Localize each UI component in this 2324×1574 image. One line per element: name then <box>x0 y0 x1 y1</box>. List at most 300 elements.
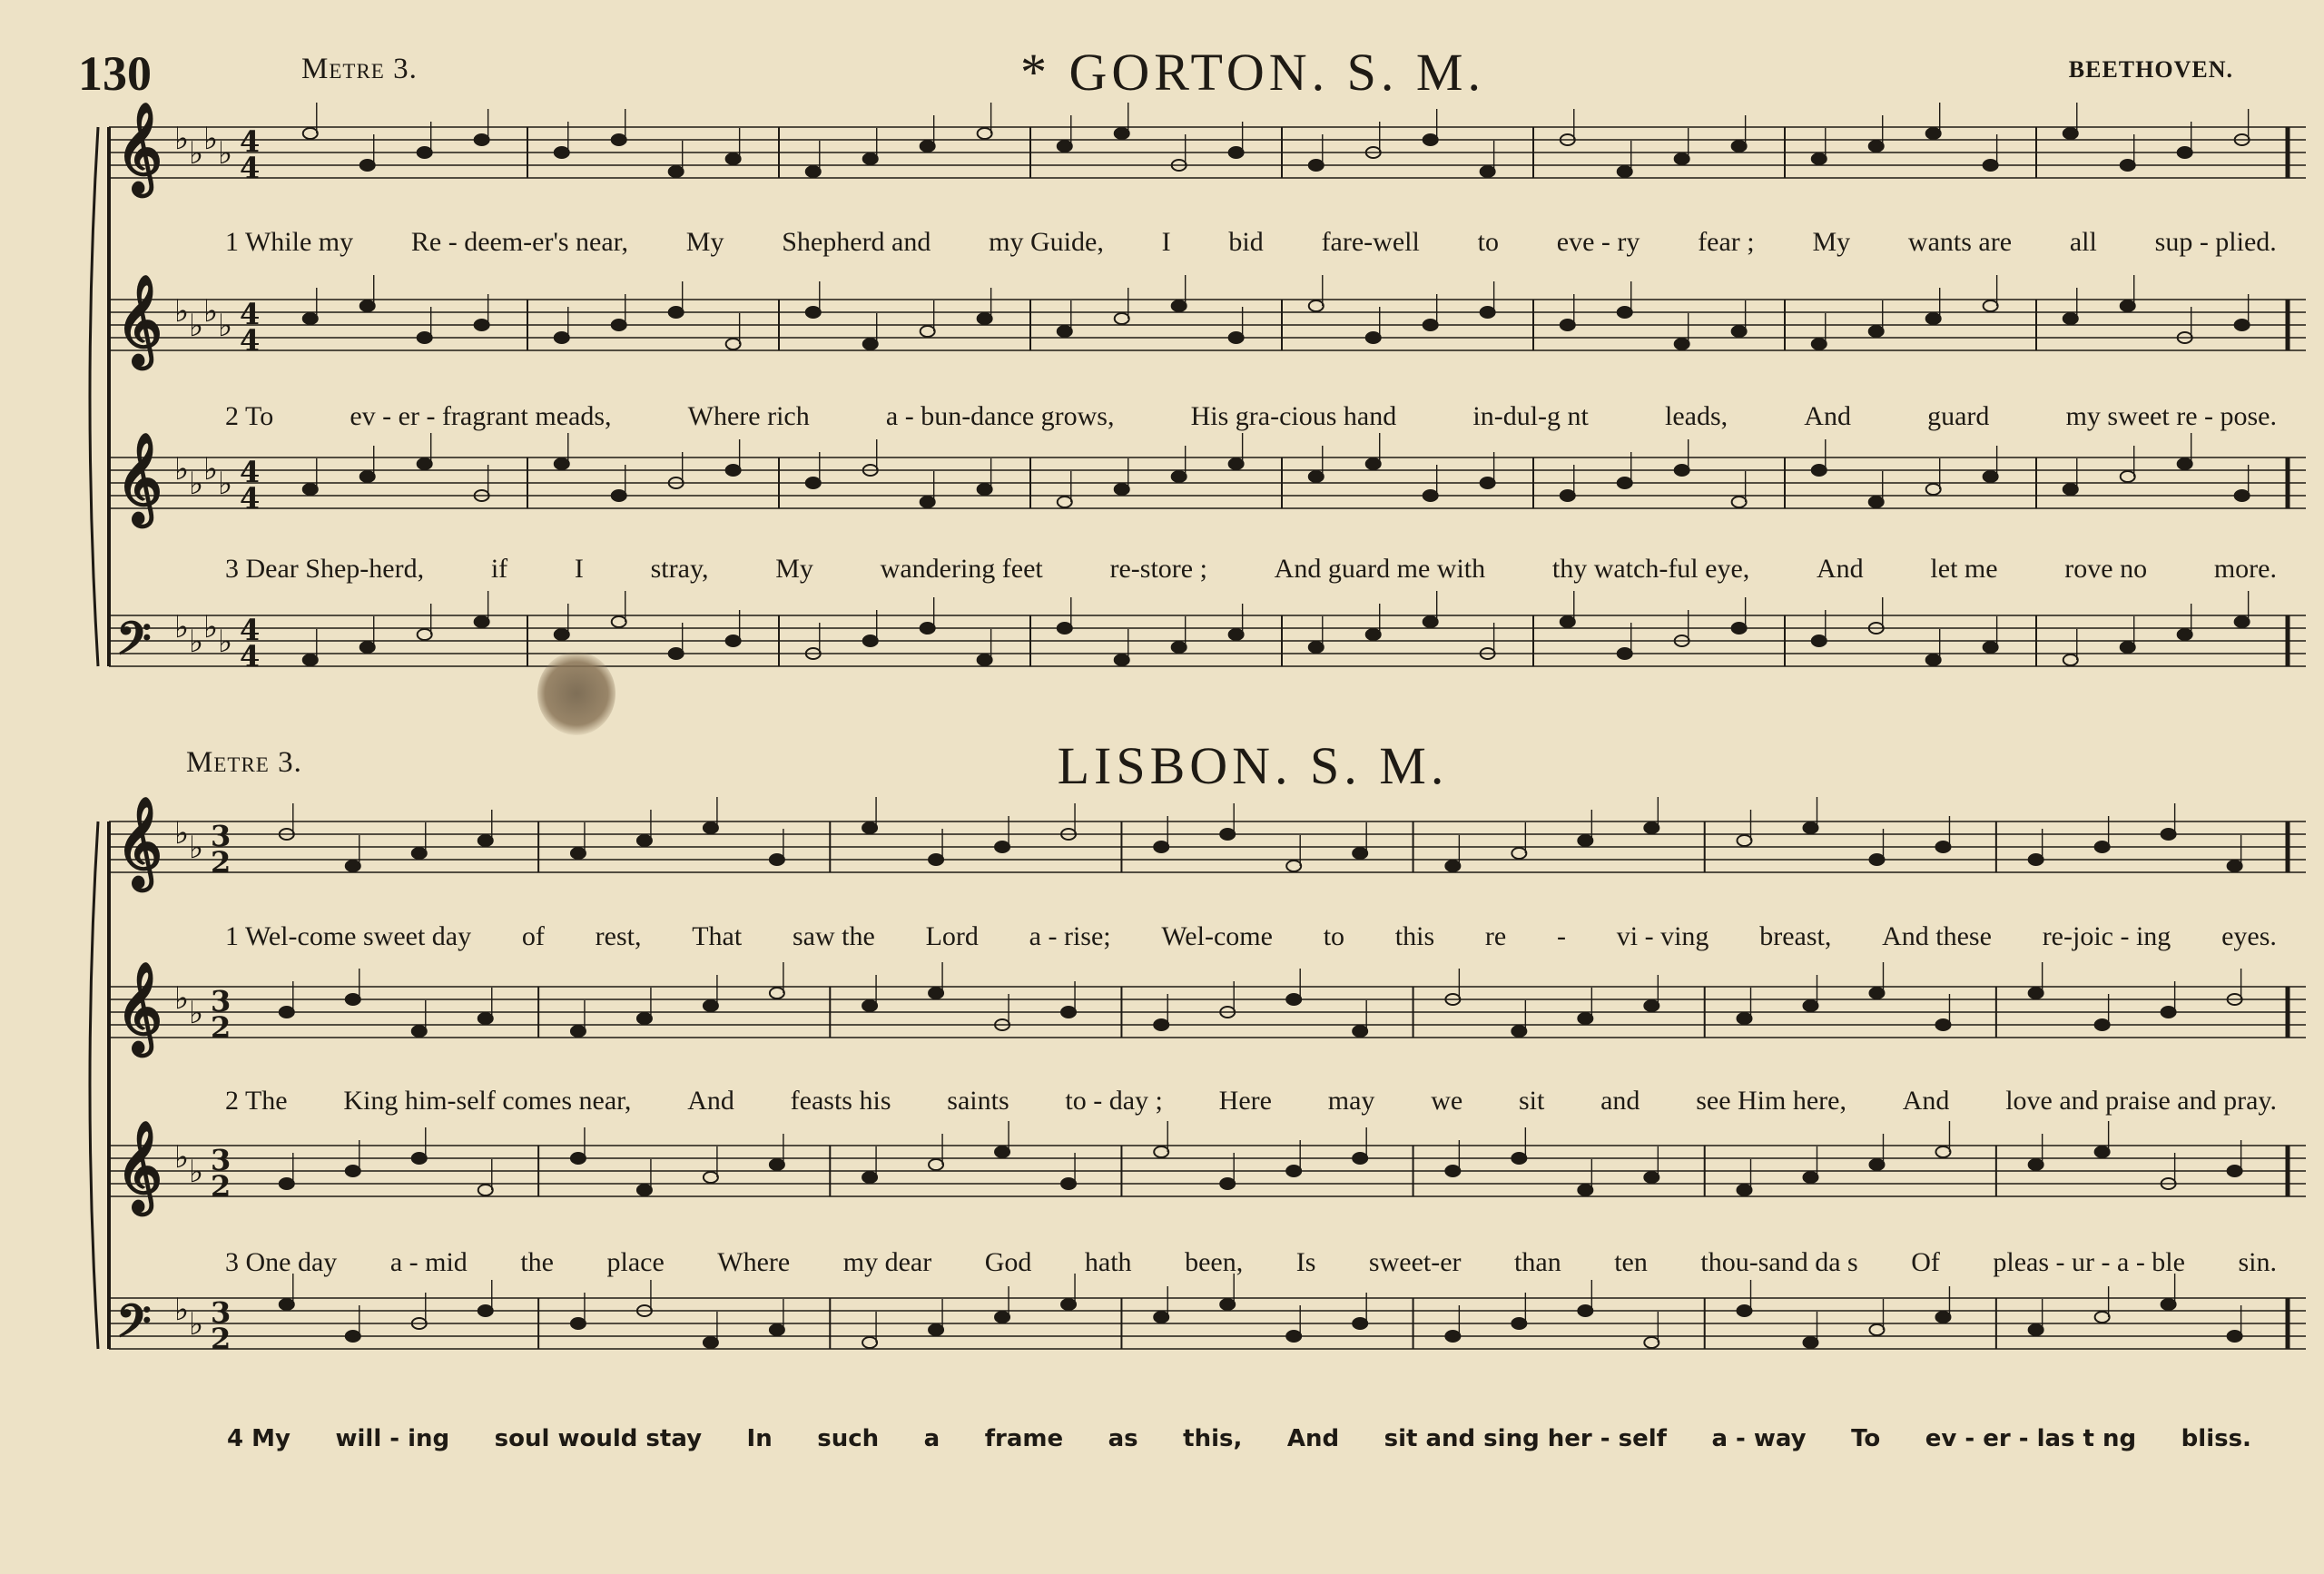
note-head <box>555 458 569 469</box>
bass-clef-icon: 𝄢 <box>116 1295 152 1359</box>
lyric-word: place <box>606 1247 665 1277</box>
note-head <box>1353 1026 1367 1037</box>
note-head <box>1309 471 1324 482</box>
note-head <box>1353 848 1367 859</box>
note-head <box>1812 465 1827 476</box>
note-head <box>1578 1013 1592 1024</box>
note-head <box>1353 1318 1367 1329</box>
lyric-word: feasts his <box>790 1086 891 1116</box>
note-head <box>2162 1299 2176 1310</box>
lyric-word: been, <box>1185 1247 1244 1277</box>
note-head <box>726 635 741 646</box>
note-head <box>1058 497 1072 507</box>
lyric-word: let me <box>1930 554 1998 584</box>
note-head <box>637 835 652 846</box>
note-head <box>1869 988 1884 999</box>
lyric-word: ev - er - fragrant meads, <box>350 401 612 431</box>
note-head <box>1675 153 1689 164</box>
page-number: 130 <box>78 46 152 101</box>
note-head <box>929 1324 943 1335</box>
note-head <box>478 835 493 846</box>
lyric-word: Is <box>1295 1247 1316 1277</box>
note-head <box>1984 300 1998 311</box>
note-head <box>863 635 878 646</box>
note-head <box>1115 484 1129 495</box>
lyric-word: vi - ving <box>1616 921 1709 951</box>
time-signature: 3 <box>211 819 231 853</box>
note-head <box>1869 854 1884 865</box>
note-head <box>1926 484 1941 495</box>
lyric-word: And these <box>1882 921 1992 951</box>
lyric-word: my dear <box>842 1247 932 1277</box>
note-head <box>2095 1312 2110 1323</box>
note-head <box>2121 160 2135 171</box>
flat-icon: ♭ <box>218 624 233 660</box>
note-head <box>1561 490 1575 501</box>
lyric-word: as <box>1108 1425 1138 1452</box>
note-head <box>1229 332 1244 343</box>
note-head <box>1286 1166 1301 1176</box>
flat-icon: ♭ <box>174 815 190 851</box>
note-head <box>770 1324 784 1335</box>
note-head <box>1869 1324 1884 1335</box>
note-head <box>1445 1331 1460 1342</box>
note-head <box>346 1331 360 1342</box>
lyric-word: leads, <box>1665 401 1728 431</box>
lyric-word: sup - plied. <box>2154 227 2277 257</box>
note-head <box>929 1159 943 1170</box>
time-signature: 4 <box>240 481 261 516</box>
brace <box>90 821 98 1349</box>
note-head <box>921 497 935 507</box>
note-head <box>475 320 489 330</box>
note-head <box>2235 320 2250 330</box>
gorton-verse-2 <box>225 401 2277 432</box>
note-head <box>346 1166 360 1176</box>
lyric-word: more. <box>2213 554 2277 584</box>
lyric-word: wants are <box>1907 227 2013 257</box>
time-signature: 2 <box>211 1169 231 1204</box>
note-head <box>1578 1185 1592 1195</box>
lyric-word: 2 The <box>225 1086 288 1116</box>
note-head <box>1738 835 1752 846</box>
lyric-word: My <box>685 227 724 257</box>
time-signature: 4 <box>240 124 261 159</box>
note-head <box>1445 1166 1460 1176</box>
lyric-word: see Him here, <box>1696 1086 1846 1116</box>
lyric-word: 2 To <box>225 401 274 431</box>
note-head <box>555 147 569 158</box>
flat-icon: ♭ <box>174 121 190 157</box>
lyric-word: And <box>1902 1086 1950 1116</box>
note-head <box>303 484 318 495</box>
note-head <box>2228 1166 2242 1176</box>
note-head <box>1984 160 1998 171</box>
note-head <box>1512 848 1526 859</box>
note-head <box>612 490 626 501</box>
note-head <box>418 458 432 469</box>
note-head <box>1286 994 1301 1005</box>
lyric-word: sweet-er <box>1368 1247 1462 1277</box>
flat-icon: ♭ <box>203 293 219 330</box>
note-head <box>921 326 935 337</box>
note-head <box>1366 458 1381 469</box>
note-head <box>1154 1146 1168 1157</box>
note-head <box>921 623 935 634</box>
flat-icon: ♭ <box>189 466 204 502</box>
note-head <box>555 629 569 640</box>
flat-icon: ♭ <box>174 1139 190 1176</box>
note-head <box>1423 616 1438 627</box>
lyric-word: guard <box>1927 401 1990 431</box>
lyric-word: Here <box>1218 1086 1272 1116</box>
note-head <box>704 822 718 833</box>
note-head <box>571 1026 586 1037</box>
note-head <box>1732 623 1747 634</box>
note-head <box>1644 822 1659 833</box>
note-head <box>1061 1007 1076 1018</box>
note-head <box>418 332 432 343</box>
note-head <box>2235 616 2250 627</box>
note-head <box>1115 128 1129 139</box>
treble-clef-icon: 𝄞 <box>116 432 162 524</box>
lisbon-verse-4 <box>227 1425 2251 1452</box>
note-head <box>1423 320 1438 330</box>
note-head <box>929 988 943 999</box>
flat-icon: ♭ <box>189 1154 204 1190</box>
note-head <box>360 471 375 482</box>
time-signature: 4 <box>240 151 261 185</box>
note-head <box>726 465 741 476</box>
lisbon-metre: Metre 3. <box>186 746 302 779</box>
note-head <box>1869 326 1884 337</box>
time-signature: 2 <box>211 1010 231 1045</box>
note-head <box>1154 1019 1168 1030</box>
note-head <box>1803 1337 1817 1348</box>
note-head <box>1803 1172 1817 1183</box>
note-head <box>770 854 784 865</box>
note-head <box>1366 629 1381 640</box>
lyric-word: thou-sand da s <box>1700 1247 1858 1277</box>
note-head <box>2235 490 2250 501</box>
note-head <box>280 1178 294 1189</box>
lyric-word: 1 While my <box>225 227 354 257</box>
lyric-word: to <box>1477 227 1499 257</box>
note-head <box>1869 1159 1884 1170</box>
lyric-word: re-store ; <box>1109 554 1207 584</box>
note-head <box>571 848 586 859</box>
lyric-word: a <box>923 1425 940 1452</box>
lyric-word: fare-well <box>1321 227 1420 257</box>
lyric-word: than <box>1514 1247 1561 1277</box>
note-head <box>2162 829 2176 840</box>
lyric-word: eyes. <box>2221 921 2277 951</box>
note-head <box>1926 654 1941 665</box>
note-head <box>1561 616 1575 627</box>
flat-icon: ♭ <box>189 1306 204 1343</box>
gorton-verse-1 <box>225 227 2277 258</box>
note-head <box>1578 835 1592 846</box>
lyric-word: we <box>1431 1086 1463 1116</box>
lyric-word: stray, <box>650 554 709 584</box>
lyric-word: and <box>1600 1086 1640 1116</box>
note-head <box>862 1337 877 1348</box>
flat-icon: ♭ <box>174 1292 190 1328</box>
lisbon-verse-1 <box>225 921 2277 952</box>
time-signature: 4 <box>240 297 261 331</box>
note-head <box>1578 1305 1592 1316</box>
note-head <box>1058 326 1072 337</box>
note-head <box>1935 1019 1950 1030</box>
note-head <box>1512 1153 1526 1164</box>
lyric-word: My <box>1812 227 1851 257</box>
lyric-word: in-dul-g nt <box>1472 401 1589 431</box>
note-head <box>418 629 432 640</box>
note-head <box>1869 497 1884 507</box>
note-head <box>1618 477 1632 488</box>
flat-icon: ♭ <box>218 135 233 172</box>
note-head <box>978 484 992 495</box>
note-head <box>2095 1019 2110 1030</box>
lyric-word: 3 Dear Shep-herd, <box>225 554 425 584</box>
lyric-word: That <box>692 921 743 951</box>
flat-icon: ♭ <box>174 451 190 487</box>
lyric-word: bid <box>1228 227 1264 257</box>
note-head <box>637 1185 652 1195</box>
note-head <box>1618 648 1632 659</box>
note-head <box>555 332 569 343</box>
note-head <box>978 313 992 324</box>
note-head <box>1644 1337 1659 1348</box>
note-head <box>995 1312 1009 1323</box>
treble-clef-icon: 𝄞 <box>116 102 162 193</box>
lyric-word: all <box>2069 227 2097 257</box>
note-head <box>726 153 741 164</box>
note-head <box>1172 642 1187 653</box>
note-head <box>1512 1026 1526 1037</box>
lyric-word: 1 Wel-come sweet day <box>225 921 472 951</box>
gorton-title: * GORTON. S. M. <box>1020 43 1485 102</box>
lyric-word: His gra-cious hand <box>1190 401 1397 431</box>
note-head <box>1935 841 1950 852</box>
lyric-word: Where rich <box>687 401 810 431</box>
note-head <box>1286 1331 1301 1342</box>
lisbon-verse-3 <box>225 1247 2277 1278</box>
lyric-word: King him-self comes near, <box>343 1086 632 1116</box>
note-head <box>2063 484 2078 495</box>
note-head <box>2063 128 2078 139</box>
lyric-word: 4 My <box>227 1425 290 1452</box>
note-head <box>1423 490 1438 501</box>
treble-clef-icon: 𝄞 <box>116 796 162 888</box>
note-head <box>1115 654 1129 665</box>
flat-icon: ♭ <box>174 980 190 1017</box>
note-head <box>1561 320 1575 330</box>
note-head <box>1803 1000 1817 1011</box>
note-head <box>770 988 784 999</box>
note-head <box>412 1153 427 1164</box>
flat-icon: ♭ <box>174 609 190 645</box>
flat-icon: ♭ <box>189 830 204 866</box>
note-head <box>978 654 992 665</box>
flat-icon: ♭ <box>189 624 204 660</box>
note-head <box>2228 1331 2242 1342</box>
lisbon-verse-2 <box>225 1086 2277 1117</box>
lyric-word: saw the <box>792 921 875 951</box>
note-head <box>1926 313 1941 324</box>
flat-icon: ♭ <box>189 995 204 1031</box>
note-head <box>704 1337 718 1348</box>
note-head <box>1445 861 1460 871</box>
note-head <box>1154 1312 1168 1323</box>
lyric-word: 3 One day <box>225 1247 338 1277</box>
note-head <box>346 994 360 1005</box>
lyric-word: God <box>984 1247 1032 1277</box>
note-head <box>1935 1312 1950 1323</box>
note-head <box>1154 841 1168 852</box>
note-head <box>2029 854 2043 865</box>
note-head <box>1984 642 1998 653</box>
note-head <box>2178 147 2192 158</box>
note-head <box>2121 300 2135 311</box>
note-head <box>863 339 878 349</box>
lyric-word: sin. <box>2238 1247 2277 1277</box>
note-head <box>2228 861 2242 871</box>
note-head <box>280 1299 294 1310</box>
note-head <box>1481 166 1495 177</box>
note-head <box>1220 1299 1235 1310</box>
lyric-word: To <box>1851 1425 1881 1452</box>
time-signature: 4 <box>240 455 261 489</box>
treble-clef-icon: 𝄞 <box>116 1120 162 1212</box>
note-head <box>1675 465 1689 476</box>
note-head <box>704 1000 718 1011</box>
lyric-word: - <box>1557 921 1566 951</box>
note-head <box>1869 141 1884 152</box>
note-head <box>1738 1305 1752 1316</box>
flat-icon: ♭ <box>218 308 233 344</box>
lyric-word: to <box>1323 921 1345 951</box>
lyric-word: And <box>1804 401 1851 431</box>
lyric-word: In <box>746 1425 773 1452</box>
note-head <box>2095 841 2110 852</box>
lyric-word: ev - er - las t ng <box>1925 1425 2137 1452</box>
flat-icon: ♭ <box>189 135 204 172</box>
lyric-word: eve - ry <box>1556 227 1640 257</box>
note-head <box>2178 629 2192 640</box>
gorton-metre: Metre 3. <box>301 53 418 85</box>
note-head <box>280 1007 294 1018</box>
note-head <box>1220 829 1235 840</box>
note-head <box>1812 635 1827 646</box>
lyric-word: I <box>1161 227 1171 257</box>
note-head <box>412 1026 427 1037</box>
lyric-word: this <box>1394 921 1435 951</box>
note-head <box>2029 988 2043 999</box>
lyric-word: a - rise; <box>1029 921 1111 951</box>
note-head <box>478 1013 493 1024</box>
time-signature: 4 <box>240 639 261 674</box>
flat-icon: ♭ <box>218 466 233 502</box>
note-head <box>1935 1146 1950 1157</box>
time-signature: 3 <box>211 1143 231 1177</box>
lyric-word: a - bun-dance grows, <box>885 401 1115 431</box>
time-signature: 2 <box>211 1322 231 1356</box>
note-head <box>863 153 878 164</box>
flat-icon: ♭ <box>203 121 219 157</box>
note-head <box>2121 642 2135 653</box>
lyric-word: this, <box>1183 1425 1243 1452</box>
note-head <box>921 141 935 152</box>
note-head <box>1229 147 1244 158</box>
note-head <box>1481 307 1495 318</box>
note-head <box>346 861 360 871</box>
lyric-word: such <box>817 1425 880 1452</box>
note-head <box>303 313 318 324</box>
note-head <box>2121 471 2135 482</box>
lyric-word: breast, <box>1759 921 1832 951</box>
gorton-verse-3 <box>225 554 2277 585</box>
note-head <box>862 1000 877 1011</box>
note-head <box>1229 458 1244 469</box>
note-head <box>806 166 821 177</box>
lisbon-title: LISBON. S. M. <box>1057 736 1449 795</box>
note-head <box>1061 1178 1076 1189</box>
lyric-word: love and praise and pray. <box>2005 1086 2277 1116</box>
note-head <box>1172 471 1187 482</box>
note-head <box>303 654 318 665</box>
note-head <box>612 320 626 330</box>
note-head <box>475 134 489 145</box>
note-head <box>1738 1013 1752 1024</box>
lyric-word: Lord <box>925 921 979 951</box>
note-head <box>1058 623 1072 634</box>
note-head <box>1618 307 1632 318</box>
note-head <box>770 1159 784 1170</box>
lyric-word: rove no <box>2064 554 2148 584</box>
note-head <box>478 1305 493 1316</box>
note-head <box>303 128 318 139</box>
lyric-word: wandering feet <box>880 554 1043 584</box>
lyric-word: sit and sing her - self <box>1384 1425 1667 1452</box>
note-head <box>2063 313 2078 324</box>
note-head <box>1366 332 1381 343</box>
note-head <box>1803 822 1817 833</box>
note-head <box>726 339 741 349</box>
lyric-word: Of <box>1911 1247 1940 1277</box>
note-head <box>1738 1185 1752 1195</box>
note-head <box>1618 166 1632 177</box>
lyric-word: re <box>1484 921 1507 951</box>
note-head <box>704 1172 718 1183</box>
lyric-word: ten <box>1614 1247 1648 1277</box>
note-head <box>806 307 821 318</box>
time-signature: 4 <box>240 323 261 358</box>
lyric-word: And <box>1817 554 1864 584</box>
note-head <box>478 1185 493 1195</box>
note-head <box>2095 1146 2110 1157</box>
note-head <box>1675 339 1689 349</box>
note-head <box>1812 339 1827 349</box>
note-head <box>1309 642 1324 653</box>
note-head <box>1732 326 1747 337</box>
lyric-word: a - mid <box>389 1247 468 1277</box>
flat-icon: ♭ <box>174 293 190 330</box>
lyric-word: And <box>1286 1425 1340 1452</box>
flat-icon: ♭ <box>189 308 204 344</box>
note-head <box>995 1146 1009 1157</box>
note-head <box>1353 1153 1367 1164</box>
